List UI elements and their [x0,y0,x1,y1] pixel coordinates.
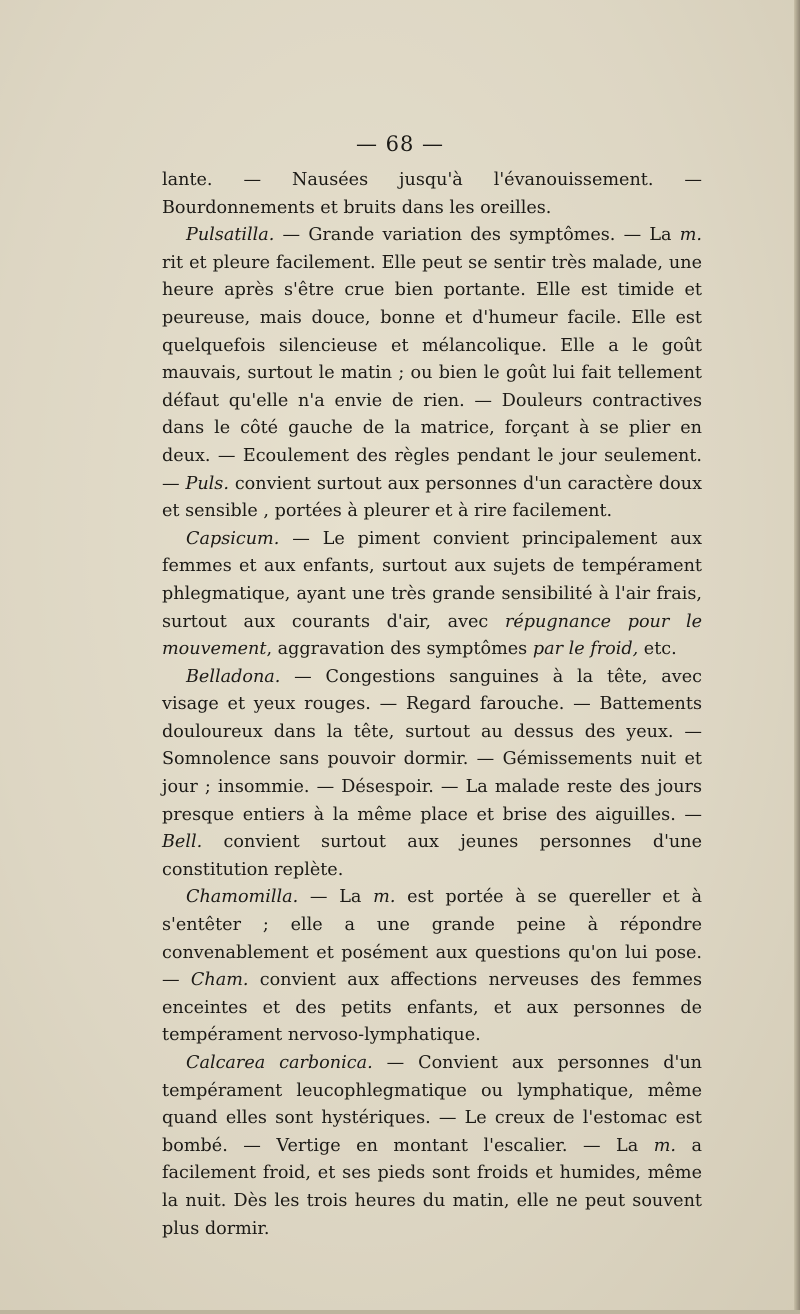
text-run: lante. — Nausées jusqu'à l'évanouissement. — Bourdonnements et bruits dans les oreilles. [162,170,702,218]
paragraph-continuation [162,167,702,222]
text-run: , aggravation des symptômes [266,639,533,660]
italic-run: Bell. [162,832,203,853]
text-run: — La [298,887,374,908]
paragraph-pulsatilla [162,222,702,526]
italic-run: m. [373,887,396,908]
text-run: etc. [638,639,677,660]
paragraph-chamomilla [162,884,702,1050]
italic-run: Capsicum. [186,528,280,549]
paragraph-capsicum [162,526,702,664]
italic-run: répugnance pour le mouvement [162,611,702,660]
text-run: — Congestions sanguines à la tête, avec visage et yeux rouges. — Regard farouche. — Battements douloureux dans la tête, surtout au dessus des yeux. — Somnolence sans pouvoir dormir. — Gémissements nuit et jour ; insommie. — Désespoir. — La malade reste des jours presque entiers à la même place et brise des aiguilles. — [162,666,702,825]
paragraph-calcarea [162,1050,702,1243]
body-text [162,167,702,1243]
text-run: — Grande variation des symptômes. — La [274,225,680,246]
italic-run: Calcarea carbonica. [186,1053,373,1073]
text-run: a facilement froid, et ses pieds sont froids et humides, même la nuit. Dès les trois heures du matin, elle ne peut souvent plus dormir. [162,1135,702,1239]
text-run: convient surtout aux personnes d'un caractère doux et sensible , portées à pleurer et à rire facilement. [162,473,703,522]
italic-run: Puls. [185,473,229,494]
italic-run: Pulsatilla. [186,225,275,246]
italic-run: Belladona. [186,666,281,687]
text-run: rit et pleure facilement. Elle peut se sentir très malade, une heure après s'être crue bien portante. Elle est timide et peureuse, mais douce, bonne et d'humeur facile. Elle est quelquefois silencieuse et mélancolique. Elle a le goût mauvais, surtout le matin ; ou bien le goût lui fait tellement défaut qu'elle n'a envie de rien. — Douleurs contractives dans le côté gauche de la matrice, forçant à se plier en deux. — Ecoulement des règles pendant le jour seulement. — [162,252,702,494]
italic-run: m. [679,225,702,246]
page-edge-shadow [794,0,800,1314]
italic-run: Chamomilla. [186,887,299,908]
paragraph-belladona [162,664,702,885]
italic-run: Cham. [190,970,249,991]
text-run: est portée à se quereller et à s'entêter ; elle a une grande peine à répondre convenablement et posément aux questions qu'on lui pose. — [162,887,703,991]
text-run: convient aux affections nerveuses des femmes enceintes et des petits enfants, et aux personnes de tempérament nervoso-lymphatique. [162,970,702,1046]
page-bottom-edge [0,1310,800,1314]
text-run: — Le piment convient principalement aux femmes et aux enfants, surtout aux sujets de tempérament phlegmatique, ayant une très grande sensibilité à l'air frais, surtout aux courants d'air, avec [162,528,702,632]
italic-run: m. [653,1135,676,1156]
italic-run: par le froid, [532,639,639,660]
text-run: — Convient aux personnes d'un tempérament leucophlegmatique ou lymphatique, même quand elles sont hystériques. — Le creux de l'estomac est bombé. — Vertige en montant l'escalier. — La [162,1053,702,1156]
text-run: convient surtout aux jeunes personnes d'une constitution replète. [162,832,702,880]
page-number: — 68 — [355,132,445,156]
